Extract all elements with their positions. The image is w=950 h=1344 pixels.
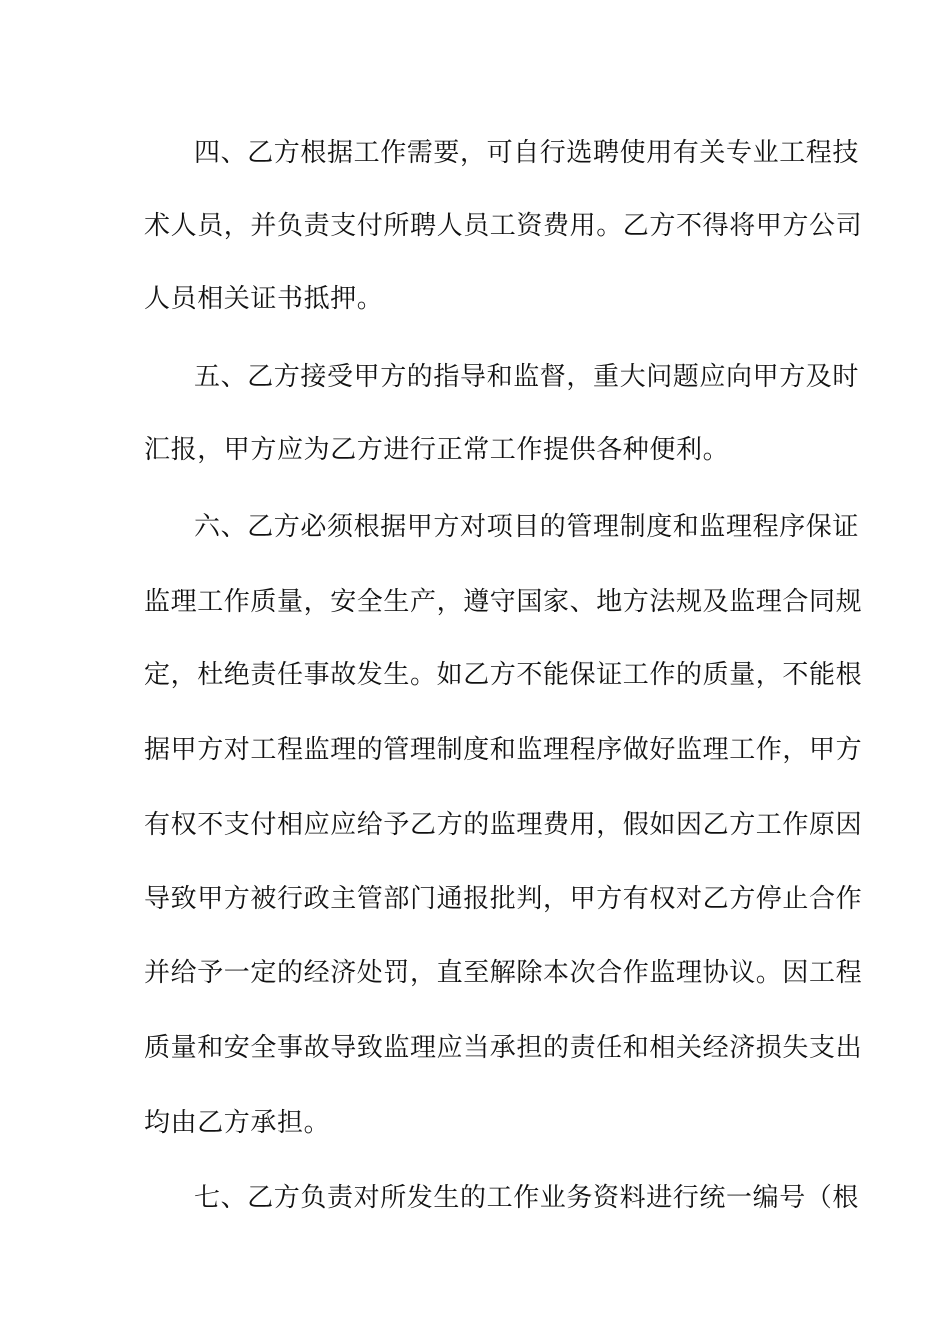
paragraph-5-line-2: 汇报，甲方应为乙方进行正常工作提供各种便利。: [144, 435, 730, 465]
paragraph-6-line-8: 质量和安全事故导致监理应当承担的责任和相关经济损失支出: [144, 1033, 863, 1063]
paragraph-6-line-3: 定，杜绝责任事故发生。如乙方不能保证工作的质量，不能根: [144, 660, 863, 690]
paragraph-4-line-3: 人员相关证书抵押。: [144, 284, 384, 314]
paragraph-7-line-1: 七、乙方负责对所发生的工作业务资料进行统一编号（根: [194, 1183, 860, 1213]
paragraph-6-line-9: 均由乙方承担。: [144, 1108, 331, 1138]
paragraph-5-line-1: 五、乙方接受甲方的指导和监督，重大问题应向甲方及时: [194, 362, 860, 392]
paragraph-6-line-1: 六、乙方必须根据甲方对项目的管理制度和监理程序保证: [194, 512, 860, 542]
paragraph-4-line-1: 四、乙方根据工作需要，可自行选聘使用有关专业工程技: [194, 138, 860, 168]
paragraph-6-line-7: 并给予一定的经济处罚，直至解除本次合作监理协议。因工程: [144, 958, 863, 988]
paragraph-6-line-6: 导致甲方被行政主管部门通报批判，甲方有权对乙方停止合作: [144, 884, 863, 914]
paragraph-6-line-2: 监理工作质量，安全生产，遵守国家、地方法规及监理合同规: [144, 587, 863, 617]
paragraph-6-line-5: 有权不支付相应应给予乙方的监理费用，假如因乙方工作原因: [144, 810, 863, 840]
paragraph-6-line-4: 据甲方对工程监理的管理制度和监理程序做好监理工作，甲方: [144, 735, 863, 765]
paragraph-4-line-2: 术人员，并负责支付所聘人员工资费用。乙方不得将甲方公司: [144, 211, 863, 241]
